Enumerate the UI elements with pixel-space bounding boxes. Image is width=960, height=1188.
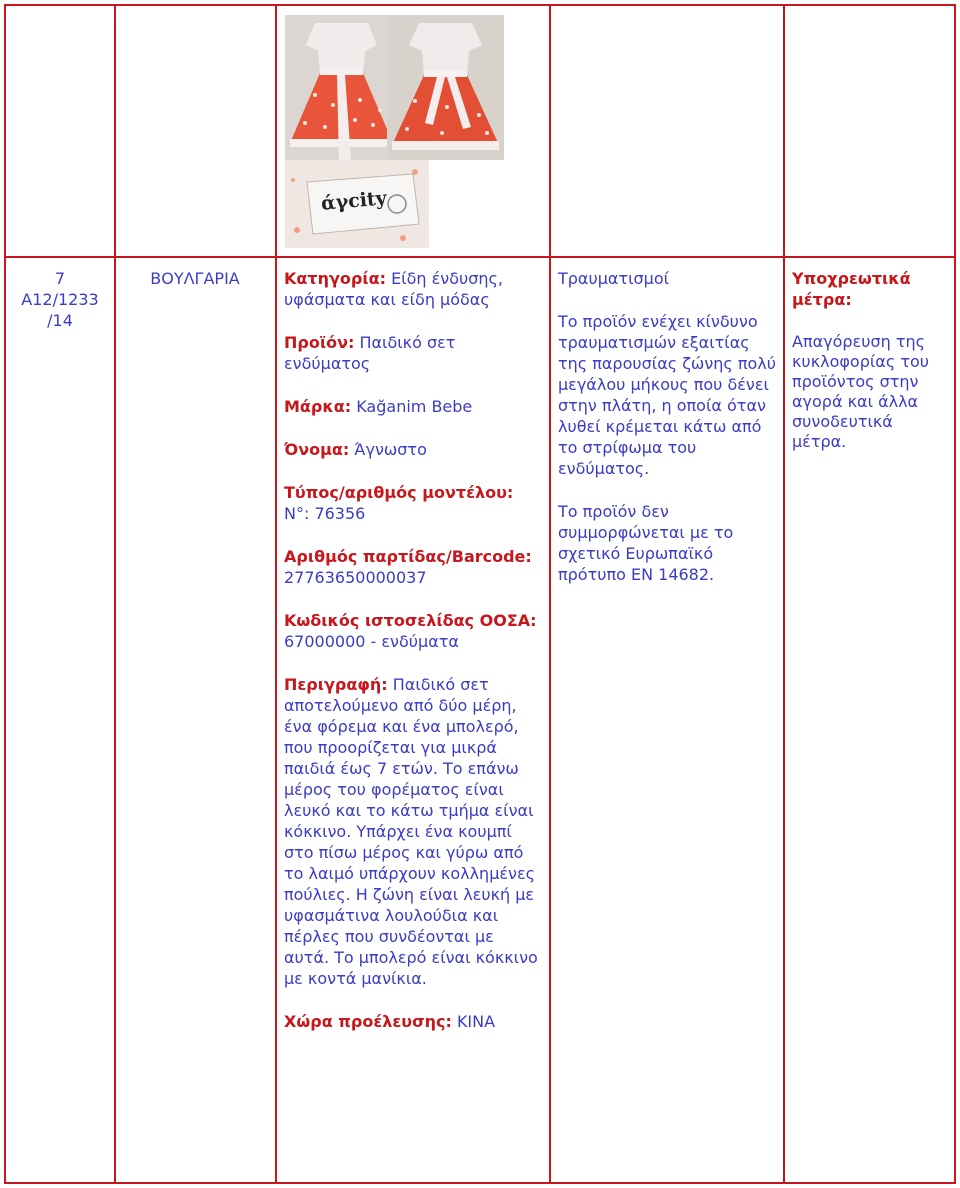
- model-label: Τύπος/αριθμός μοντέλου:: [284, 483, 514, 502]
- measures-label: Υποχρεωτικά μέτρα:: [792, 269, 911, 309]
- name-label: Όνομα:: [284, 440, 350, 459]
- record-reference-suffix: /14: [47, 311, 73, 330]
- category-value: Είδη ένδυσης, υφάσματα και είδη μόδας: [284, 269, 503, 309]
- product-label: Προϊόν:: [284, 333, 355, 352]
- description-label: Περιγραφή:: [284, 675, 388, 694]
- table-border-top: [4, 4, 956, 6]
- brand-label-text: άγcity: [320, 187, 388, 215]
- brand-label: Μάρκα:: [284, 397, 352, 416]
- description-value: Παιδικό σετ αποτελούμενο από δύο μέρη, ένα φόρεμα και ένα μπολερό, που προορίζεται για μικρά παιδιά έως 7 ετών. Το επάνω μέρος του φορέματος είναι λευκό και το κάτω τμήμα είναι κόκκινο. Υπάρχει ένα κουμπί στο πίσω μέρος και γύρω από το λαιμό υπάρχουν κολλημένες πούλιες. Η ζώνη είναι λευκή με υφασμάτινα λουλούδια και πέρλες που συνδέονται με αυτά. Το μπολερό είναι κόκκινο με κοντά μανίκια.: [284, 675, 538, 988]
- dress-back-photo: [387, 15, 504, 160]
- oecd-field: [284, 610, 542, 652]
- risk-cell: [558, 268, 778, 607]
- measures-cell: [792, 268, 952, 452]
- name-value: Άγνωστο: [354, 440, 427, 459]
- notifying-country: ΒΟΥΛΓΑΡΙΑ: [150, 269, 240, 288]
- table-border-left: [4, 4, 6, 1184]
- dress-front-photo: [285, 15, 398, 160]
- column-divider: [549, 4, 551, 1184]
- brand-label-photo: [285, 160, 429, 248]
- batch-value: 27763650000037: [284, 568, 427, 587]
- row-divider: [4, 256, 956, 258]
- name-field: [284, 439, 542, 460]
- product-details-cell: [284, 268, 542, 1054]
- table-border-right: [954, 4, 956, 1184]
- brand-field: [284, 396, 542, 417]
- record-table: [4, 4, 956, 1184]
- table-border-bottom: [4, 1182, 956, 1184]
- risk-description: Το προϊόν ενέχει κίνδυνο τραυματισμών εξαιτίας της παρουσίας ζώνης πολύ μεγάλου μήκους που δένει στην πλάτη, η οποία όταν λυθεί κρέμεται κάτω από το στρίφωμα του ενδύματος.: [558, 312, 777, 478]
- description-field: [284, 674, 542, 989]
- oecd-value: 67000000 - ενδύματα: [284, 632, 459, 651]
- column-divider: [783, 4, 785, 1184]
- measures-value: Απαγόρευση της κυκλοφορίας του προϊόντος στην αγορά και άλλα συνοδευτικά μέτρα.: [792, 332, 929, 451]
- risk-compliance: Το προϊόν δεν συμμορφώνεται με το σχετικό Ευρωπαϊκό πρότυπο EN 14682.: [558, 502, 734, 584]
- model-value: N°: 76356: [284, 504, 366, 523]
- category-field: [284, 268, 542, 310]
- column-divider: [114, 4, 116, 1184]
- record-number: 7: [54, 269, 66, 288]
- column-divider: [275, 4, 277, 1184]
- origin-field: [284, 1011, 542, 1032]
- record-id-cell: [10, 268, 110, 331]
- batch-label: Αριθμός παρτίδας/Barcode:: [284, 547, 532, 566]
- risk-type: Τραυματισμοί: [558, 269, 670, 288]
- country-cell: [120, 268, 270, 289]
- record-reference: A12/1233: [21, 290, 99, 309]
- origin-label: Χώρα προέλευσης:: [284, 1012, 452, 1031]
- oecd-label: Κωδικός ιστοσελίδας ΟΟΣΑ:: [284, 611, 537, 630]
- origin-value: ΚΙΝΑ: [456, 1012, 496, 1031]
- category-label: Κατηγορία:: [284, 269, 386, 288]
- product-value: Παιδικό σετ ενδύματος: [284, 333, 456, 373]
- batch-field: [284, 546, 542, 588]
- product-field: [284, 332, 542, 374]
- model-field: [284, 482, 542, 524]
- brand-value: Kağanim Bebe: [356, 397, 473, 416]
